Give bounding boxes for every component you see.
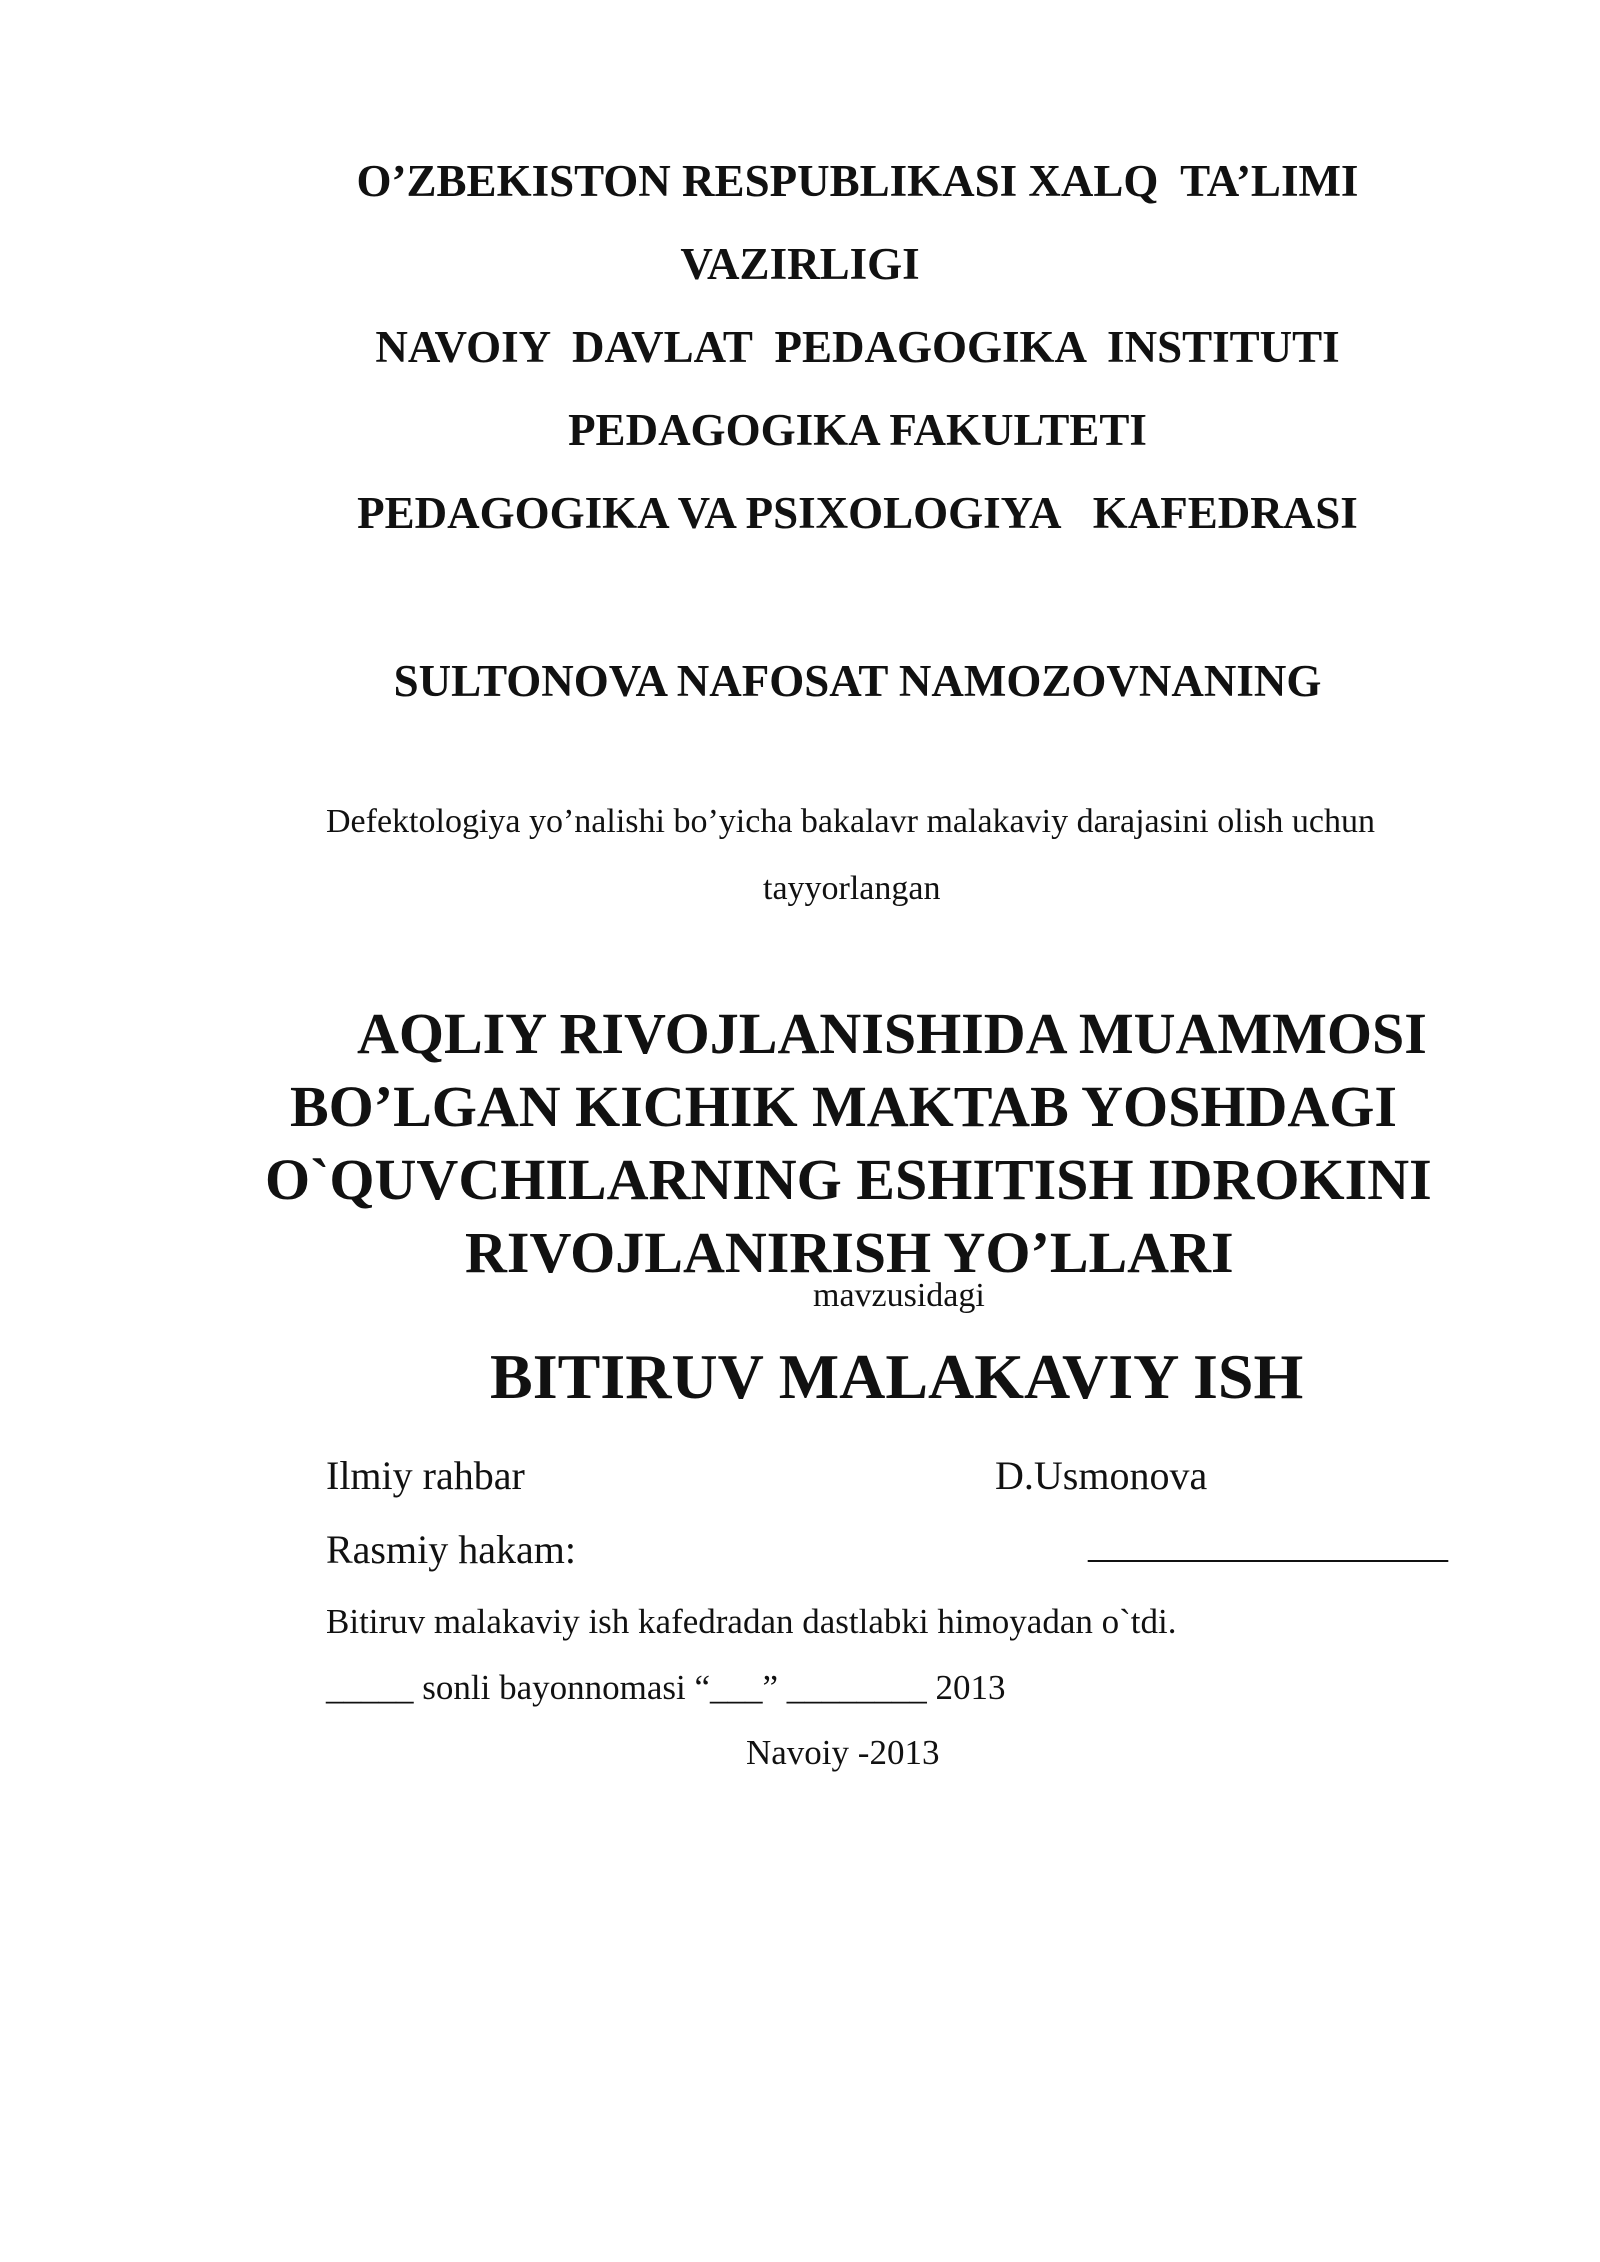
protocol-line: _____ sonli bayonnomasi “___” ________ 2013 — [326, 1668, 1006, 1707]
work-type-title: BITIRUV MALAKAVIY ISH — [490, 1341, 1304, 1412]
topic-suffix: mavzusidagi — [813, 1277, 985, 1314]
topic-line-4: RIVOJLANIRISH YO’LLARI — [465, 1220, 1234, 1285]
reviewer-label: Rasmiy hakam: — [326, 1527, 576, 1572]
supervisor-name: D.Usmonova — [995, 1453, 1208, 1498]
topic-line-2: BO’LGAN KICHIK MAKTAB YOSHDAGI — [290, 1074, 1397, 1139]
supervisor-label: Ilmiy rahbar — [326, 1453, 525, 1498]
author-name: SULTONOVA NAFOSAT NAMOZOVNANING — [393, 656, 1322, 706]
topic-line-3: O`QUVCHILARNING ESHITISH IDROKINI — [265, 1147, 1432, 1212]
ministry-line-2: VAZIRLIGI — [680, 239, 920, 289]
topic-line-1: AQLIY RIVOJLANISHIDA MUAMMOSI — [357, 1001, 1427, 1066]
faculty-name: PEDAGOGIKA FAKULTETI — [568, 405, 1147, 455]
reviewer-signature-blank: __________________ — [1088, 1521, 1448, 1566]
institute-name: NAVOIY DAVLAT PEDAGOGIKA INSTITUTI — [375, 322, 1340, 372]
ministry-line-1: O’ZBEKISTON RESPUBLIKASI XALQ TA’LIMI — [356, 156, 1359, 206]
department-name: PEDAGOGIKA VA PSIXOLOGIYA KAFEDRASI — [357, 488, 1358, 538]
purpose-line-2: tayyorlangan — [763, 870, 941, 907]
place-year: Navoiy -2013 — [746, 1733, 940, 1772]
purpose-line-1: Defektologiya yo’nalishi bo’yicha bakalavr malakaviy darajasini olish uchun — [326, 803, 1375, 840]
defense-note: Bitiruv malakaviy ish kafedradan dastlabki himoyadan o`tdi. — [326, 1602, 1177, 1641]
